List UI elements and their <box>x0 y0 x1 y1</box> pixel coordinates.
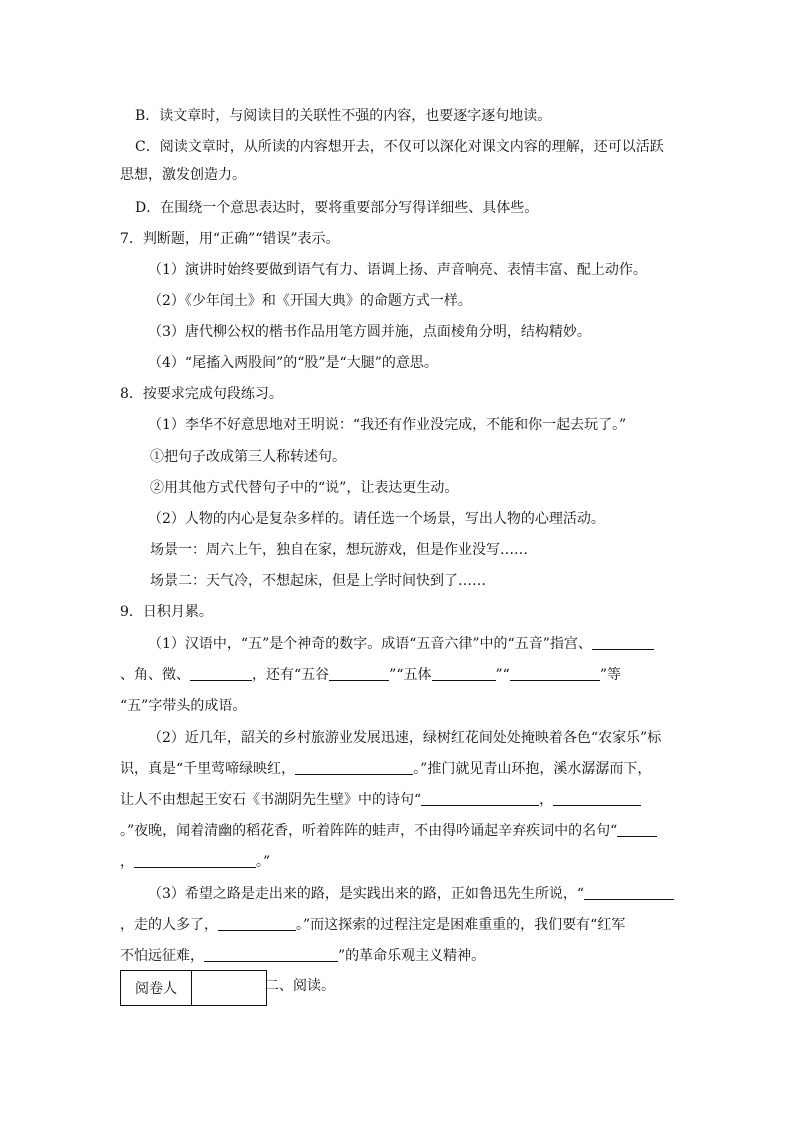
q9-item-3-l2 <box>120 915 680 935</box>
answer-blank[interactable] <box>204 946 338 962</box>
section-title-reading: 二、阅读。 <box>265 978 335 994</box>
q7-item-3: （3）唐代柳公权的楷书作品用笔方圆并施，点面棱角分明，结构精妙。 <box>148 324 591 340</box>
option-d: D．在围绕一个意思表达时，要将重要部分写得详细些、具体些。 <box>135 200 539 216</box>
q9-2-text-g: 。” <box>256 854 271 870</box>
q9-item-2-l5 <box>120 852 680 872</box>
scene-1: 场景一：周六上午，独自在家，想玩游戏，但是作业没写…… <box>150 542 528 558</box>
q9-1-text-b: 、角、徵、 <box>120 667 190 683</box>
q9-3-text-e: ”的革命乐观主义精神。 <box>338 948 486 964</box>
option-b: B．读文章时，与阅读目的关联性不强的内容，也要逐字逐句地读。 <box>135 108 552 124</box>
q9-1-text-f: ”等 <box>599 667 621 683</box>
answer-blank[interactable] <box>553 790 641 806</box>
q9-3-text-a: （3）希望之路是走出来的路，是实践出来的路，正如鲁迅先生所说，“ <box>148 886 585 902</box>
q7-item-2: （2）《少年闰土》和《开国大典》的命题方式一样。 <box>148 293 472 309</box>
q9-2-text-f: ， <box>120 854 134 870</box>
q8-sub-1: ①把句子改成第三人称转述句。 <box>150 449 346 465</box>
answer-blank[interactable] <box>584 884 674 900</box>
q9-item-1-end: “五”字带头的成语。 <box>120 698 247 714</box>
q9-2-text-c: 让人不由想起王安石《书湖阴先生壁》中的诗句“ <box>120 792 422 808</box>
q9-item-2-l4 <box>120 821 680 841</box>
question-7: 7．判断题，用“正确”“错误”表示。 <box>120 231 340 247</box>
q8-item-2: （2）人物的内心是复杂多样的。请任选一个场景，写出人物的心理活动。 <box>148 511 605 527</box>
answer-blank[interactable] <box>218 915 296 931</box>
option-c: C．阅读文章时，从所读的内容想开去，不仅可以深化对课文内容的理解，还可以活跃 <box>135 139 664 155</box>
answer-blank[interactable] <box>617 821 657 837</box>
q9-3-text-b: ，走的人多了， <box>120 917 218 933</box>
grader-value[interactable] <box>192 971 267 1006</box>
q7-item-4: （4）“尾搐入两股间”的“股”是“大腿”的意思。 <box>148 355 438 371</box>
q8-sub-2: ②用其他方式代替句子中的“说”，让表达更生动。 <box>150 480 459 496</box>
q9-2-text-b: 。”推门就见青山环抱，溪水潺潺而下， <box>413 761 652 777</box>
answer-blank[interactable] <box>432 665 496 681</box>
q9-item-2-l3 <box>120 790 680 810</box>
q9-item-2: （2）近几年，韶关的乡村旅游业发展迅速，绿树红花间处处掩映着各色“农家乐”标 <box>148 730 662 746</box>
grader-label: 阅卷人 <box>121 971 192 1006</box>
q9-3-text-c: 。”而这探索的过程注定是困难重重的，我们要有“红军 <box>296 917 626 933</box>
answer-blank[interactable] <box>190 665 252 681</box>
answer-blank[interactable] <box>134 852 256 868</box>
answer-blank[interactable] <box>510 665 600 681</box>
answer-blank[interactable] <box>295 759 413 775</box>
answer-blank[interactable] <box>329 665 389 681</box>
scene-2: 场景二：天气冷，不想起床，但是上学时间快到了…… <box>150 573 486 589</box>
q9-item-3 <box>148 884 708 904</box>
q9-1-text-e: ”“ <box>495 667 510 683</box>
option-c-cont: 思想，激发创造力。 <box>120 167 246 183</box>
q9-item-3-l3 <box>120 946 680 966</box>
question-8: 8．按要求完成句段练习。 <box>120 386 283 402</box>
q9-2-text-d: ， <box>539 792 554 808</box>
q9-3-text-d: 不怕远征难， <box>120 948 204 964</box>
answer-blank[interactable] <box>421 790 539 806</box>
q9-1-text-c: ，还有“五谷 <box>252 667 330 683</box>
q8-item-1: （1）李华不好意思地对王明说：“我还有作业没完成，不能和你一起去玩了。” <box>148 417 627 433</box>
q9-item-1-cont <box>120 665 680 685</box>
q7-item-1: （1）演讲时始终要做到语气有力、语调上扬、声音响亮、表情丰富、配上动作。 <box>148 262 647 278</box>
q9-item-2-l2 <box>120 759 680 779</box>
q9-1-text-d: ”“五体 <box>389 667 432 683</box>
q9-2-text-a: 识，真是“千里莺啼绿映红， <box>120 761 296 777</box>
answer-blank[interactable] <box>592 634 654 650</box>
grader-table <box>120 970 267 1006</box>
q9-2-text-e: 。”夜晚，闻着清幽的稻花香，听着阵阵的蛙声，不由得吟诵起辛弃疾词中的名句“ <box>120 823 618 839</box>
question-9: 9．日积月累。 <box>120 604 213 620</box>
q9-item-1 <box>148 634 708 654</box>
q9-1-text: （1）汉语中，“五”是个神奇的数字。成语“五音六律”中的“五音”指宫、 <box>148 636 592 652</box>
